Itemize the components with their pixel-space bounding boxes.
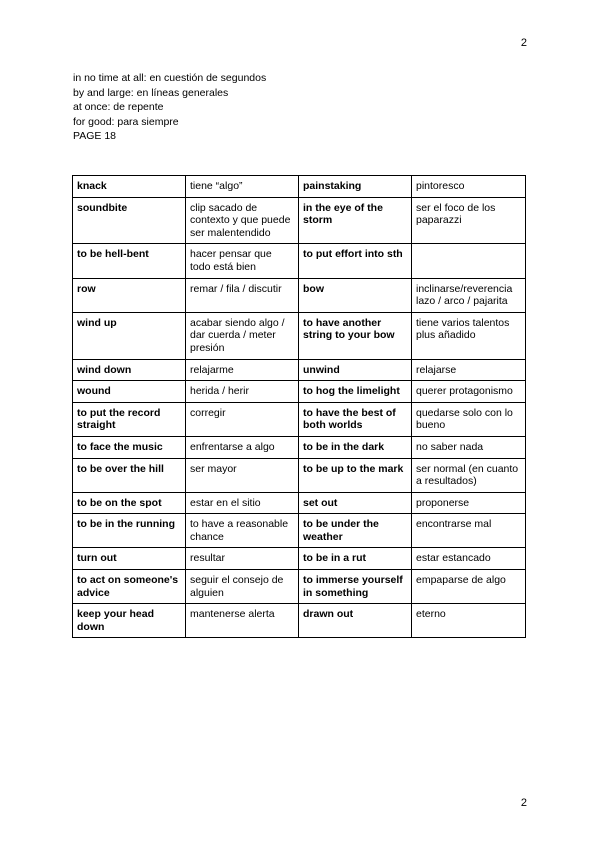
- english-term-cell: keep your head down: [73, 604, 186, 638]
- spanish-meaning-cell: quedarse solo con lo bueno: [412, 402, 526, 436]
- spanish-meaning-cell: [412, 244, 526, 278]
- table-row: [73, 381, 526, 403]
- english-term-cell: wind down: [73, 359, 186, 381]
- table-row: [73, 492, 526, 514]
- english-term-cell: to put effort into sth: [299, 244, 412, 278]
- intro-line: at once: de repente: [73, 101, 164, 114]
- spanish-meaning-cell: ser normal (en cuanto a resultados): [412, 458, 526, 492]
- spanish-meaning-cell: ser el foco de los paparazzi: [412, 197, 526, 244]
- english-term-cell: unwind: [299, 359, 412, 381]
- english-term-cell: to face the music: [73, 436, 186, 458]
- spanish-meaning-cell: hacer pensar que todo está bien: [186, 244, 299, 278]
- spanish-meaning-cell: resultar: [186, 548, 299, 570]
- spanish-meaning-cell: to have a reasonable chance: [186, 514, 299, 548]
- table-row: [73, 244, 526, 278]
- english-term-cell: to be in a rut: [299, 548, 412, 570]
- spanish-meaning-cell: querer protagonismo: [412, 381, 526, 403]
- vocabulary-table: [72, 175, 526, 638]
- page-number-bottom: 2: [520, 797, 527, 809]
- english-term-cell: soundbite: [73, 197, 186, 244]
- english-term-cell: row: [73, 278, 186, 312]
- english-term-cell: to be under the weather: [299, 514, 412, 548]
- spanish-meaning-cell: mantenerse alerta: [186, 604, 299, 638]
- spanish-meaning-cell: empaparse de algo: [412, 570, 526, 604]
- english-term-cell: in the eye of the storm: [299, 197, 412, 244]
- english-term-cell: painstaking: [299, 176, 412, 198]
- english-term-cell: to be up to the mark: [299, 458, 412, 492]
- table-row: [73, 436, 526, 458]
- english-term-cell: to have the best of both worlds: [299, 402, 412, 436]
- english-term-cell: to be in the running: [73, 514, 186, 548]
- english-term-cell: to immerse yourself in something: [299, 570, 412, 604]
- english-term-cell: set out: [299, 492, 412, 514]
- spanish-meaning-cell: proponerse: [412, 492, 526, 514]
- page-reference: PAGE 18: [73, 130, 116, 143]
- table-row: [73, 359, 526, 381]
- table-row: [73, 278, 526, 312]
- spanish-meaning-cell: estar en el sitio: [186, 492, 299, 514]
- table-row: [73, 604, 526, 638]
- table-row: [73, 197, 526, 244]
- table-row: [73, 548, 526, 570]
- english-term-cell: to hog the limelight: [299, 381, 412, 403]
- spanish-meaning-cell: seguir el consejo de alguien: [186, 570, 299, 604]
- english-term-cell: to be hell-bent: [73, 244, 186, 278]
- spanish-meaning-cell: eterno: [412, 604, 526, 638]
- english-term-cell: to be in the dark: [299, 436, 412, 458]
- spanish-meaning-cell: pintoresco: [412, 176, 526, 198]
- english-term-cell: to put the record straight: [73, 402, 186, 436]
- english-term-cell: wind up: [73, 312, 186, 359]
- table-row: [73, 570, 526, 604]
- english-term-cell: to have another string to your bow: [299, 312, 412, 359]
- english-term-cell: drawn out: [299, 604, 412, 638]
- intro-line: for good: para siempre: [73, 115, 179, 128]
- intro-line: by and large: en líneas generales: [73, 86, 229, 99]
- english-term-cell: wound: [73, 381, 186, 403]
- english-term-cell: to be on the spot: [73, 492, 186, 514]
- spanish-meaning-cell: relajarme: [186, 359, 299, 381]
- english-term-cell: turn out: [73, 548, 186, 570]
- spanish-meaning-cell: relajarse: [412, 359, 526, 381]
- intro-notes: [73, 71, 266, 144]
- spanish-meaning-cell: clip sacado de contexto y que puede ser malentendido: [186, 197, 299, 244]
- spanish-meaning-cell: no saber nada: [412, 436, 526, 458]
- page-number-top: 2: [520, 37, 527, 49]
- english-term-cell: to act on someone's advice: [73, 570, 186, 604]
- vocabulary-table-body: [73, 176, 526, 638]
- spanish-meaning-cell: tiene “algo”: [186, 176, 299, 198]
- table-row: [73, 176, 526, 198]
- spanish-meaning-cell: ser mayor: [186, 458, 299, 492]
- table-row: [73, 312, 526, 359]
- table-row: [73, 402, 526, 436]
- spanish-meaning-cell: tiene varios talentos plus añadido: [412, 312, 526, 359]
- table-row: [73, 458, 526, 492]
- spanish-meaning-cell: acabar siendo algo / dar cuerda / meter presión: [186, 312, 299, 359]
- intro-line: in no time at all: en cuestión de segundos: [73, 72, 267, 84]
- spanish-meaning-cell: herida / herir: [186, 381, 299, 403]
- english-term-cell: knack: [73, 176, 186, 198]
- table-row: [73, 514, 526, 548]
- english-term-cell: bow: [299, 278, 412, 312]
- spanish-meaning-cell: encontrarse mal: [412, 514, 526, 548]
- spanish-meaning-cell: enfrentarse a algo: [186, 436, 299, 458]
- spanish-meaning-cell: inclinarse/reverencia lazo / arco / pajarita: [412, 278, 526, 312]
- spanish-meaning-cell: estar estancado: [412, 548, 526, 570]
- spanish-meaning-cell: remar / fila / discutir: [186, 278, 299, 312]
- spanish-meaning-cell: corregir: [186, 402, 299, 436]
- english-term-cell: to be over the hill: [73, 458, 186, 492]
